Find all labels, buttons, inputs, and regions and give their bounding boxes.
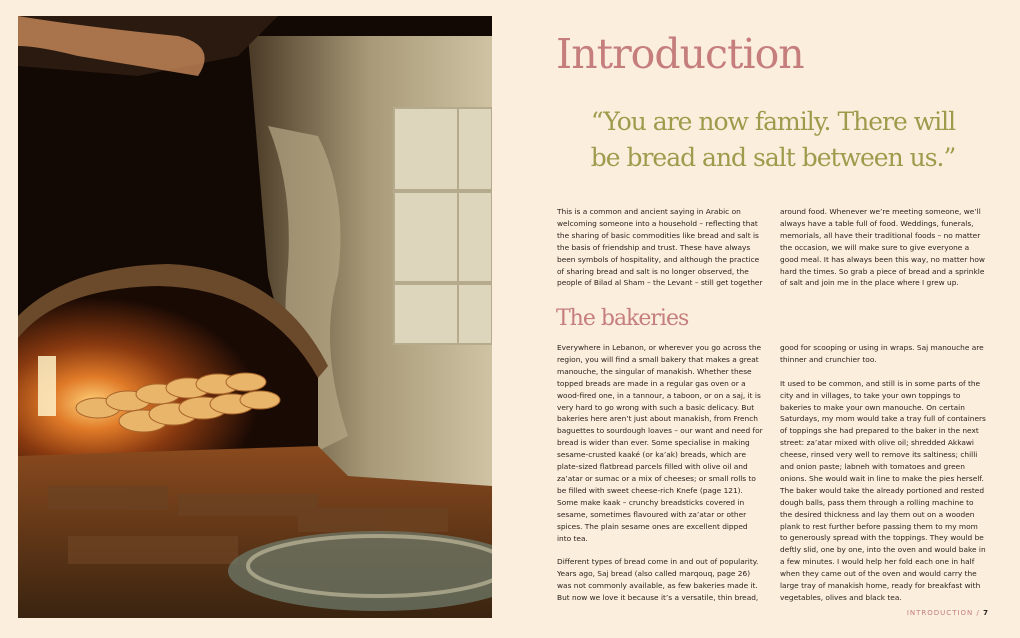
bakery-oven-icon <box>18 16 492 618</box>
page-title: Introduction <box>556 30 804 78</box>
bakeries-paragraph: It used to be common, and still is in some parts of the city and in villages, to take your own toppings to bakeries to make your own manouche. On certain Saturdays, my mom would take a tray full of containers of toppings she had prepared to the baker in the next street: za’atar mixed with olive oil; shredded Akkawi cheese, rinsed very well to remove its saltiness; chilli and onion paste; labneh with tomatoes and green onions. She would wait in line to make the pies herself. The baker would take the already portioned and rested dough balls, pass them through a rolling machine to the desired thickness and lay them out on a wooden plank to rest further before passing them to my mom to generously spread with the toppings. They would be deftly slid, one by one, into the oven and would bake in a few minutes. I would help her fold each one in half when they came out of the oven and would carry the large tray of manakish home, ready for breakfast with vegetables, olives and black tea. <box>780 378 986 603</box>
footer-section-label: INTRODUCTION <box>906 609 974 617</box>
bakeries-column-2 <box>780 342 986 604</box>
bakery-oven-photo <box>18 16 492 618</box>
page-number: 7 <box>983 609 988 617</box>
bakeries-paragraph: Everywhere in Lebanon, or wherever you go across the region, you will find a small bakery that makes a great manouche, the singular of manakish. Whether these topped breads are made in a regular gas oven or a wood-fired one, in a tannour, a taboon, or on a saj, it is very hard to go wrong with such a basic delicacy. But bakeries here aren’t just about manakish, from French baguettes to sourdough loaves – our want and need for bread is wider than ever. Some specialise in making sesame-crusted kaaké (or ka’ak) breads, which are plate-sized flatbread parcels filled with olive oil and za’atar or sumac or a mix of cheeses; or small rolls to be filled with sweet cheese-rich Knefe (page 121). Some make kaak – crunchy breadsticks covered in sesame, sometimes flavoured with za’atar or other spices. The plain sesame ones are excellent dipped into tea. <box>557 343 763 543</box>
intro-paragraph: around food. Whenever we’re meeting someone, we’ll always have a table full of food. Weddings, funerals, memorials, all have their traditional foods – no matter the occasion, we will make sure to give everyone a good meal. It has always been this way, no matter how hard the times. So grab a piece of bread and a sprinkle of salt and join me in the place where I grew up. <box>780 207 985 288</box>
intro-column-1 <box>557 206 763 289</box>
bakeries-column-1 <box>557 342 763 604</box>
quote-line-1: “You are now family. There will <box>590 107 956 136</box>
intro-paragraph: This is a common and ancient saying in Arabic on welcoming someone into a household – reflecting that the sharing of basic commodities like bread and salt is the basis of friendship and trust. These have always been symbols of hospitality, and although the practice of sharing bread and salt is no longer observed, the people of Bilad al Sham – the Levant – still get together <box>557 207 763 288</box>
bakeries-paragraph: good for scooping or using in wraps. Saj manouche are thinner and crunchier too. <box>780 343 984 364</box>
section-heading-bakeries: The bakeries <box>556 306 689 331</box>
intro-column-2 <box>780 206 986 289</box>
quote-line-2: be bread and salt between us.” <box>590 143 956 172</box>
opening-quote <box>556 104 990 176</box>
footer-separator: / <box>976 609 980 617</box>
bakeries-paragraph: Different types of bread come in and out of popularity. Years ago, Saj bread (also called marqouq, page 26) was not commonly available, as few bakeries made it. But now we love it because it’s a versatile, thin bread, <box>557 557 759 603</box>
page-footer <box>907 609 988 617</box>
